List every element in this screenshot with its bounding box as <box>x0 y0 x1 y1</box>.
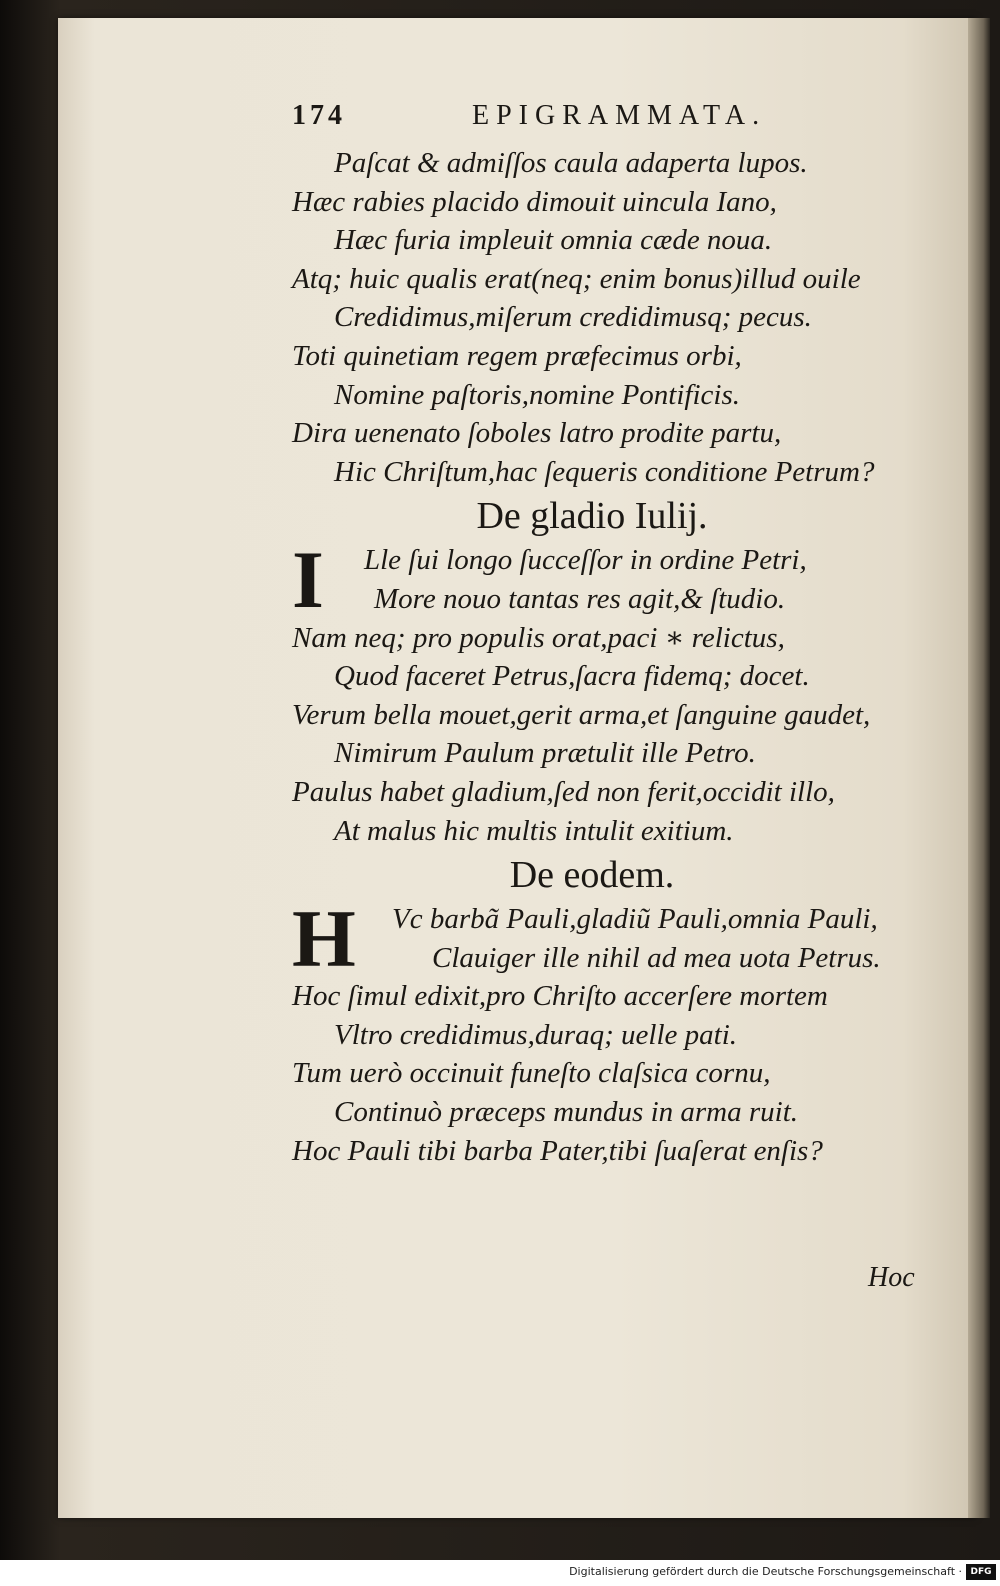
verse-line: At malus hic multis intulit exitium. <box>334 814 734 847</box>
verse-line: Hæc rabies placido dimouit uincula Iano, <box>292 185 777 218</box>
verse-line: Credidimus,miſerum credidimusq; pecus. <box>334 301 812 334</box>
section-heading: De eodem. <box>509 854 675 897</box>
verse-line: Paulus habet gladium,ſed non ferit,occidit illo, <box>292 775 835 808</box>
verse-line: Continuò præceps mundus in arma ruit. <box>334 1096 799 1129</box>
section-heading: De gladio Iulij. <box>476 495 708 538</box>
verse-line: Nimirum Paulum prætulit ille Petro. <box>334 737 756 770</box>
drop-cap: H <box>292 893 356 985</box>
verse-line: Vc barbã Pauli,gladiũ Pauli,omnia Pauli, <box>392 903 878 936</box>
catchword: Hoc <box>868 1262 915 1293</box>
page-edge <box>968 18 990 1518</box>
verse-line: Atq; huic qualis erat(neq; enim bonus)illud ouile <box>292 262 861 295</box>
verse-line: Quod faceret Petrus,ſacra fidemq; docet. <box>334 660 810 693</box>
verse-line: Toti quinetiam regem præfecimus orbi, <box>292 339 742 372</box>
page-number: 174 <box>292 100 346 131</box>
verse-line: Dira uenenato ſoboles latro prodite partu, <box>292 417 782 450</box>
footer-bar <box>0 1560 1000 1586</box>
verse-line: Nam neq; pro populis orat,paci ∗ relictus, <box>292 621 785 654</box>
verse-line: Nomine paſtoris,nomine Pontificis. <box>334 378 740 411</box>
running-title: EPIGRAMMATA. <box>472 100 767 131</box>
verse-line: Tum uerò occinuit funeſto claſsica cornu, <box>292 1057 771 1090</box>
running-head <box>292 100 932 144</box>
verse-line: Hæc furia impleuit omnia cæde noua. <box>334 224 773 257</box>
verse-line: Hoc ſimul edixit,pro Chriſto accerſere mortem <box>292 980 828 1013</box>
verse-line: Clauiger ille nihil ad mea uota Petrus. <box>432 941 881 974</box>
funding-credit: Digitalisierung gefördert durch die Deutsche Forschungsgemeinschaft · <box>569 1565 962 1578</box>
verse-line: Vltro credidimus,duraq; uelle pati. <box>334 1018 737 1051</box>
verse-line: Paſcat & admiſſos caula adaperta lupos. <box>334 147 808 179</box>
poem-opening <box>292 534 932 626</box>
verse-line: Hic Chriſtum,hac ſequeris conditione Petrum? <box>334 455 875 488</box>
verse-line: Lle ſui longo ſucceſſor in ordine Petri, <box>364 544 807 577</box>
drop-cap: I <box>292 534 324 626</box>
verse-line: Hoc Pauli tibi barba Pater,tibi ſuaſerat enſis? <box>292 1134 823 1167</box>
verse-line: Verum bella mouet,gerit arma,et ſanguine gaudet, <box>292 698 871 731</box>
page-text <box>292 100 932 1170</box>
verse-line: More nouo tantas res agit,& ſtudio. <box>374 582 786 615</box>
poem-opening <box>292 893 932 985</box>
dfg-logo: DFG <box>966 1564 996 1580</box>
